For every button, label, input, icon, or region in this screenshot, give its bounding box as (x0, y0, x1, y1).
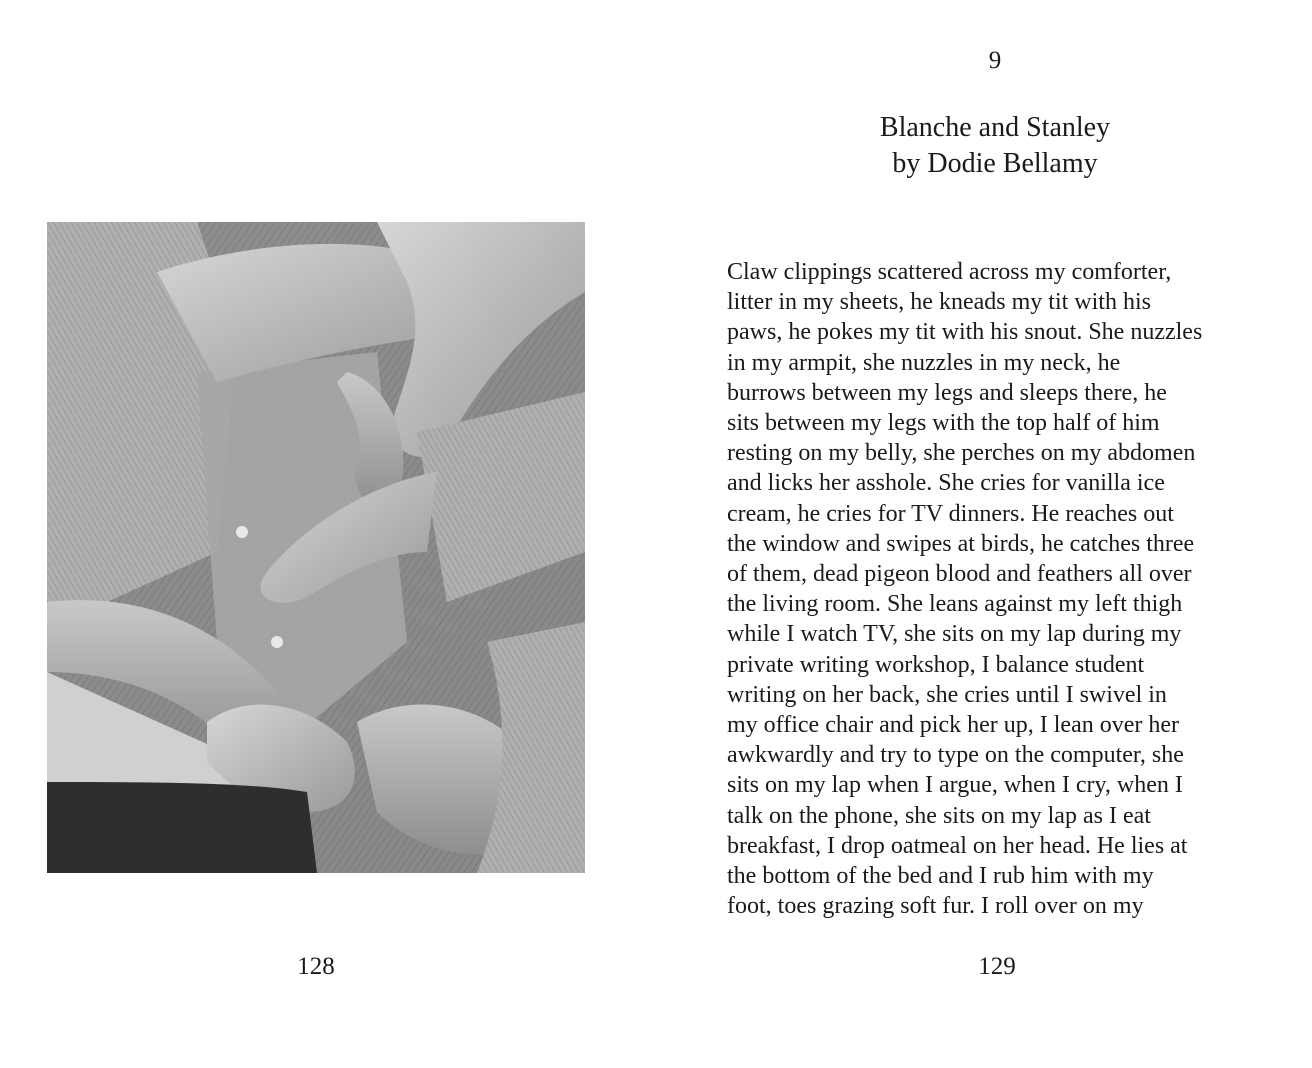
text-line: in my armpit, she nuzzles in my neck, he (727, 349, 1121, 376)
text-line: foot, toes grazing soft fur. I roll over on my (727, 893, 1144, 920)
text-line: and licks her asshole. She cries for vanilla ice (727, 470, 1165, 497)
text-line: the bottom of the bed and I rub him with my (727, 863, 1154, 890)
text-line: sits on my lap when I argue, when I cry, when I (727, 772, 1183, 799)
chapter-number: 9 (988, 47, 1002, 74)
text-line: private writing workshop, I balance student (727, 651, 1145, 678)
body-text (727, 257, 1287, 921)
text-line: resting on my belly, she perches on my abdomen (727, 440, 1196, 467)
text-line: the living room. She leans against my left thigh (727, 591, 1183, 618)
text-line: Claw clippings scattered across my comforter, (727, 259, 1172, 285)
text-line: my office chair and pick her up, I lean over her (727, 712, 1180, 739)
text-line: litter in my sheets, he kneads my tit with his (727, 289, 1151, 316)
text-line: while I watch TV, she sits on my lap during my (727, 621, 1182, 648)
text-line: paws, he pokes my tit with his snout. She nuzzles (727, 319, 1203, 346)
photo-illustration (47, 222, 585, 873)
black-and-white-photograph (47, 222, 585, 873)
text-line: burrows between my legs and sleeps there, he (727, 379, 1167, 406)
text-line: sits between my legs with the top half of him (727, 410, 1160, 437)
chapter-title (820, 110, 1170, 182)
page-number-left: 128 (297, 953, 335, 980)
text-line: awkwardly and try to type on the computer, she (727, 742, 1184, 769)
title-line: Blanche and Stanley (879, 112, 1111, 143)
text-line: writing on her back, she cries until I swivel in (727, 681, 1167, 708)
page-number-right: 129 (978, 953, 1016, 980)
text-line: talk on the phone, she sits on my lap as I eat (727, 802, 1151, 829)
author-line: by Dodie Bellamy (892, 148, 1098, 179)
text-line: of them, dead pigeon blood and feathers all over (727, 561, 1192, 588)
text-line: cream, he cries for TV dinners. He reaches out (727, 500, 1174, 527)
text-line: the window and swipes at birds, he catches three (727, 530, 1195, 557)
text-line: breakfast, I drop oatmeal on her head. He lies at (727, 832, 1188, 859)
